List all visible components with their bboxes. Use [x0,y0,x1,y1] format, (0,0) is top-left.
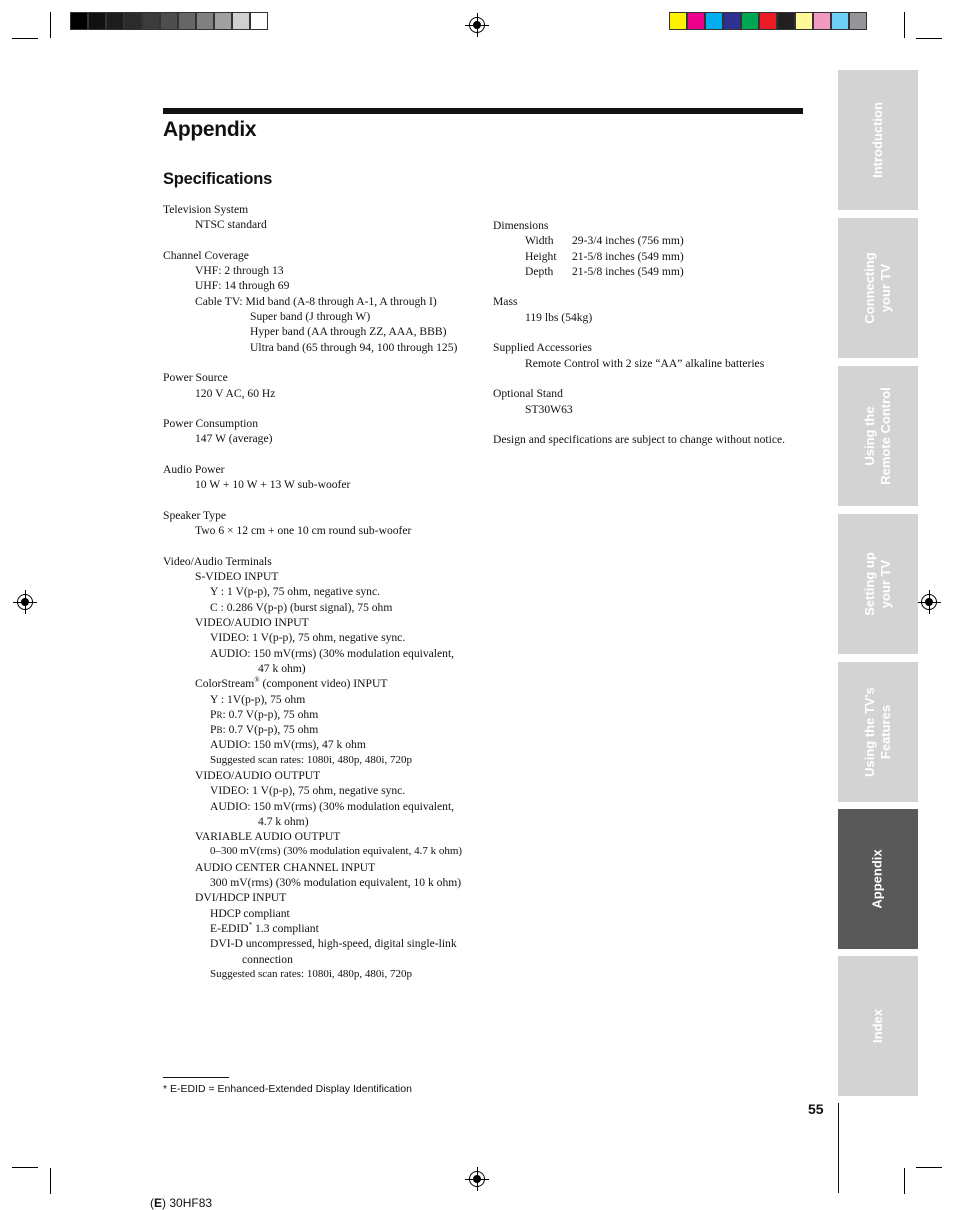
color-swatch [88,12,106,30]
registration-mark-icon [17,594,33,610]
spec-value: Remote Control with 2 size “AA” alkaline batteries [525,356,765,370]
section-title: Specifications [163,170,273,188]
color-swatch [160,12,178,30]
dimension-row [493,264,785,279]
spec-value: 147 W (average) [195,432,273,446]
color-swatch [669,12,687,30]
terminal-value: HDCP compliant [210,906,290,920]
color-swatch [741,12,759,30]
spec-value: VHF: 2 through 13 [195,264,284,278]
color-swatch [124,12,142,30]
colorstream-name: ColorStream [195,677,255,691]
footnote-rule [163,1077,229,1078]
footer-region: E [154,1196,163,1210]
tab-label: Appendix [869,849,885,909]
tab-introduction[interactable] [838,70,918,210]
pr-value: : 0.7 V(p-p), 75 ohm [222,707,319,721]
spec-label: Optional Stand [493,387,563,401]
terminal-value: 300 mV(rms) (30% modulation equivalent, 10 k ohm) [210,876,462,890]
spec-value: Two 6 × 12 cm + one 10 cm round sub-woofer [195,524,412,538]
dimension-name: Width [525,234,554,248]
spec-value: UHF: 14 through 69 [195,279,290,293]
terminal-title: VARIABLE AUDIO OUTPUT [195,830,341,844]
notice-text: Design and specifications are subject to change without notice. [493,433,786,447]
terminal-value: VIDEO: 1 V(p-p), 75 ohm, negative sync. [210,784,406,798]
terminal-value: DVI-D uncompressed, high-speed, digital single-link [210,937,457,951]
gray-ramp-bar [70,12,268,30]
pb-letter: P [210,723,217,737]
tab-label: Introduction [869,102,885,178]
crop-mark [12,38,38,39]
spec-label: Supplied Accessories [493,341,592,355]
terminal-value [163,921,462,936]
spec-value: 120 V AC, 60 Hz [195,386,276,400]
color-swatch [214,12,232,30]
spec-value: ST30W63 [525,402,573,416]
terminal-value: AUDIO: 150 mV(rms), 47 k ohm [210,738,366,752]
page-title: Appendix [163,118,257,141]
color-swatch [250,12,268,30]
dimension-value: 21-5/8 inches (549 mm) [572,249,684,263]
terminal-title: S-VIDEO INPUT [195,570,279,584]
dimension-value: 21-5/8 inches (549 mm) [572,264,684,278]
tab-label: Index [870,1009,885,1043]
crop-mark [50,12,51,38]
spec-label: Power Source [163,371,228,385]
registration-mark-icon [921,594,937,610]
spec-value: Hyper band (AA through ZZ, AAA, BBB) [250,325,447,339]
spec-value: 119 lbs (54kg) [525,310,593,324]
dimension-value: 29-3/4 inches (756 mm) [572,234,684,248]
color-swatch [795,12,813,30]
terminal-title [163,676,462,691]
terminal-value: 4.7 k ohm) [258,814,309,828]
tab-appendix[interactable] [838,809,918,949]
crop-mark [916,1167,942,1168]
tab-label: Setting up your TV [861,552,893,616]
color-swatch [831,12,849,30]
color-swatch [687,12,705,30]
crop-mark [50,1168,51,1194]
crop-mark [904,1168,905,1194]
terminal-title: VIDEO/AUDIO INPUT [195,616,309,630]
pr-letter: P [210,707,217,721]
color-swatch [759,12,777,30]
tab-label: Using the TV's Features [862,687,893,777]
dimension-name: Height [525,249,557,263]
tab-connecting-your-tv[interactable] [838,218,918,358]
crop-mark [904,12,905,38]
tab-index[interactable] [838,956,918,1096]
terminal-value [163,722,462,737]
spec-label: Mass [493,295,518,309]
pb-subscript: B [216,725,223,736]
tab-using-remote-control[interactable] [838,366,918,506]
dimension-name: Depth [525,264,554,278]
terminal-value: Y : 1 V(p-p), 75 ohm, negative sync. [210,585,381,599]
page-number-rule [838,1103,839,1193]
terminal-value: AUDIO: 150 mV(rms) (30% modulation equivalent, [210,646,455,660]
pr-subscript: R [216,709,223,720]
terminal-title: DVI/HDCP INPUT [195,891,287,905]
tab-label: Connecting your TV [862,252,893,324]
terminal-value [163,707,462,722]
spec-label: Power Consumption [163,417,259,431]
spec-value: Cable TV: Mid band (A-8 through A-1, A through I) [195,294,437,308]
color-swatch [777,12,795,30]
terminal-value: C : 0.286 V(p-p) (burst signal), 75 ohm [210,600,393,614]
spec-value: Ultra band (65 through 94, 100 through 125) [250,340,458,354]
spec-value: NTSC standard [195,218,267,232]
terminal-title: AUDIO CENTER CHANNEL INPUT [195,860,376,874]
spec-value: 10 W + 10 W + 13 W sub-woofer [195,478,351,492]
eedid-name: E-EDID [210,921,249,935]
spec-value: Super band (J through W) [250,310,371,324]
footer-paren-open: ( [150,1196,154,1210]
color-swatch [142,12,160,30]
terminal-title: VIDEO/AUDIO OUTPUT [195,768,321,782]
terminal-value: Y : 1V(p-p), 75 ohm [210,692,306,706]
terminal-value: Suggested scan rates: 1080i, 480p, 480i, 720p [210,753,412,766]
color-swatch [723,12,741,30]
spec-label: Dimensions [493,219,549,232]
footer-model: ) 30HF83 [162,1196,213,1210]
spec-label: Audio Power [163,463,225,477]
terminal-value: VIDEO: 1 V(p-p), 75 ohm, negative sync. [210,631,406,645]
eedid-version: 1.3 compliant [252,921,319,935]
dimension-row [493,233,785,248]
terminal-value: 0–300 mV(rms) (30% modulation equivalent, 4.7 k ohm) [210,845,463,858]
right-spec-column [493,218,785,447]
dimension-row [493,249,785,264]
pb-value: : 0.7 V(p-p), 75 ohm [222,723,319,737]
spec-label: Speaker Type [163,508,227,522]
colorstream-suffix: (component video) INPUT [259,677,388,691]
registration-mark-icon [469,17,485,33]
spec-label: Television System [163,203,249,216]
tab-setting-up-your-tv[interactable] [838,514,918,654]
color-swatch [196,12,214,30]
color-swatch [70,12,88,30]
tab-using-features[interactable] [838,662,918,802]
footnote: * E-EDID = Enhanced-Extended Display Identification [163,1083,412,1095]
color-swatch [705,12,723,30]
header-rule [163,108,803,114]
crop-mark [12,1167,38,1168]
spec-label: Channel Coverage [163,248,249,262]
color-swatch [232,12,250,30]
terminal-value: AUDIO: 150 mV(rms) (30% modulation equivalent, [210,799,455,813]
registration-mark-icon [469,1171,485,1187]
registered-mark: ® [254,676,260,685]
spec-label: Video/Audio Terminals [163,554,272,568]
crop-mark [916,38,942,39]
left-spec-column [163,202,462,982]
color-bar [669,12,867,30]
color-swatch [849,12,867,30]
tab-label: Using the Remote Control [862,387,893,485]
model-footer [150,1196,212,1210]
terminal-value: 47 k ohm) [258,661,306,675]
terminal-value: Suggested scan rates: 1080i, 480p, 480i, 720p [210,967,412,980]
footnote-asterisk: * [248,921,253,930]
color-swatch [106,12,124,30]
page-number: 55 [808,1101,824,1117]
terminal-value: connection [242,952,293,966]
color-swatch [178,12,196,30]
color-swatch [813,12,831,30]
